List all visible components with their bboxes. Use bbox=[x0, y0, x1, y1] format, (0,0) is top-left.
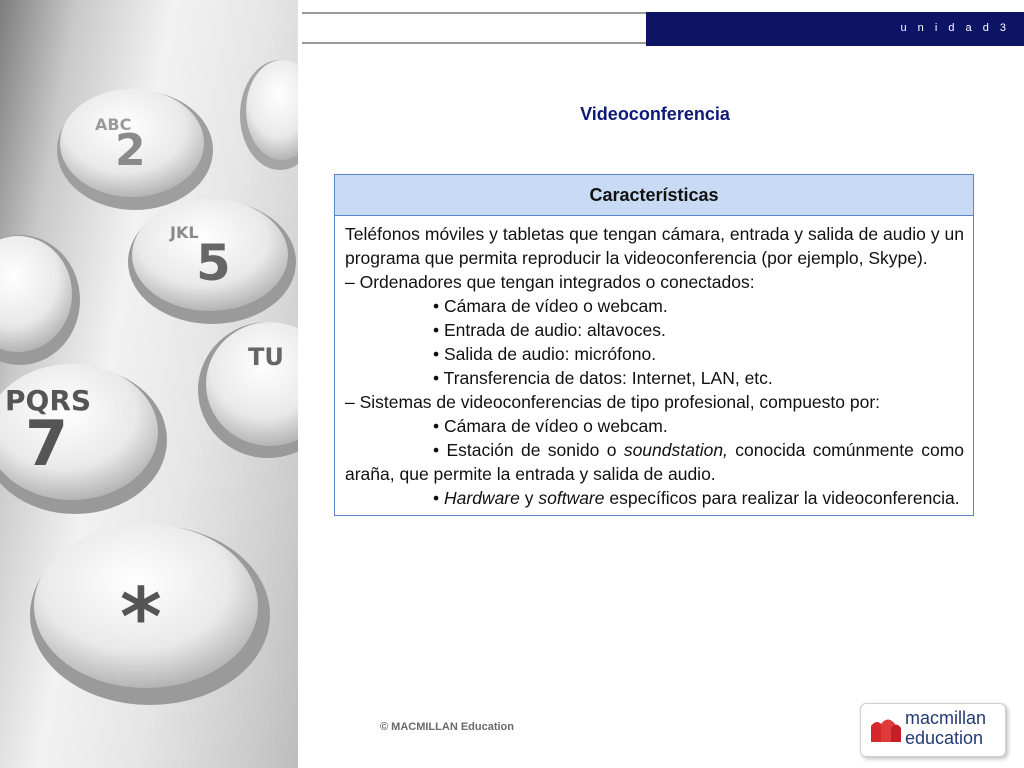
keypad-photo bbox=[0, 0, 298, 768]
bullet-audio-input: • Entrada de audio: altavoces. bbox=[433, 320, 666, 340]
svg-text:2: 2 bbox=[115, 125, 146, 176]
hardware-term: Hardware bbox=[444, 488, 520, 508]
svg-text:7: 7 bbox=[25, 407, 69, 480]
table-header: Características bbox=[335, 175, 973, 216]
hw-pre: • bbox=[433, 488, 444, 508]
copyright: © MACMILLAN Education bbox=[380, 721, 514, 733]
table-body bbox=[335, 216, 973, 515]
unit-bar bbox=[646, 12, 1024, 46]
software-term: software bbox=[538, 488, 605, 508]
svg-text:JKL: JKL bbox=[170, 223, 199, 242]
characteristics-table bbox=[334, 174, 974, 516]
page-title: Videoconferencia bbox=[580, 104, 730, 124]
svg-text:TU: TU bbox=[248, 343, 284, 371]
hw-post: específicos para realizar la videoconferencia. bbox=[604, 488, 960, 508]
svg-text:PQRS: PQRS bbox=[5, 384, 92, 417]
bullet-data-transfer: • Transferencia de datos: Internet, LAN, etc. bbox=[433, 368, 773, 388]
soundstation-pre: • Estación de sonido o bbox=[433, 440, 624, 460]
svg-text:*: * bbox=[120, 571, 162, 664]
svg-text:5: 5 bbox=[196, 234, 231, 292]
logo-line-2: education bbox=[905, 728, 984, 748]
bullet-camera: • Cámara de vídeo o webcam. bbox=[433, 296, 668, 316]
soundstation-post: conocida comúnmente como araña, que permite la entrada y salida de audio. bbox=[345, 440, 965, 484]
bullet-soundstation bbox=[345, 438, 964, 486]
macmillan-mark-icon bbox=[869, 712, 903, 746]
unit-label: u n i d a d 3 bbox=[900, 22, 1010, 34]
paragraph-computers: – Ordenadores que tengan integrados o conectados: bbox=[345, 272, 755, 292]
macmillan-logo bbox=[860, 703, 1006, 757]
logo-text bbox=[905, 708, 986, 748]
hw-mid: y bbox=[519, 488, 539, 508]
paragraph-phones: Teléfonos móviles y tabletas que tengan cámara, entrada y salida de audio y un programa que permita reproducir la videoconferencia (por ejemplo, Skype). bbox=[345, 224, 964, 268]
svg-text:ABC: ABC bbox=[95, 115, 132, 134]
bullet-camera-pro: • Cámara de vídeo o webcam. bbox=[433, 416, 668, 436]
bullet-audio-output: • Salida de audio: micrófono. bbox=[433, 344, 657, 364]
paragraph-professional: – Sistemas de videoconferencias de tipo profesional, compuesto por: bbox=[345, 392, 881, 412]
soundstation-term: soundstation, bbox=[623, 440, 728, 460]
bullet-hardware-software bbox=[345, 486, 964, 510]
logo-line-1: macmillan bbox=[905, 708, 987, 728]
header-rule bbox=[302, 12, 646, 44]
keypad-illustration bbox=[0, 0, 298, 768]
